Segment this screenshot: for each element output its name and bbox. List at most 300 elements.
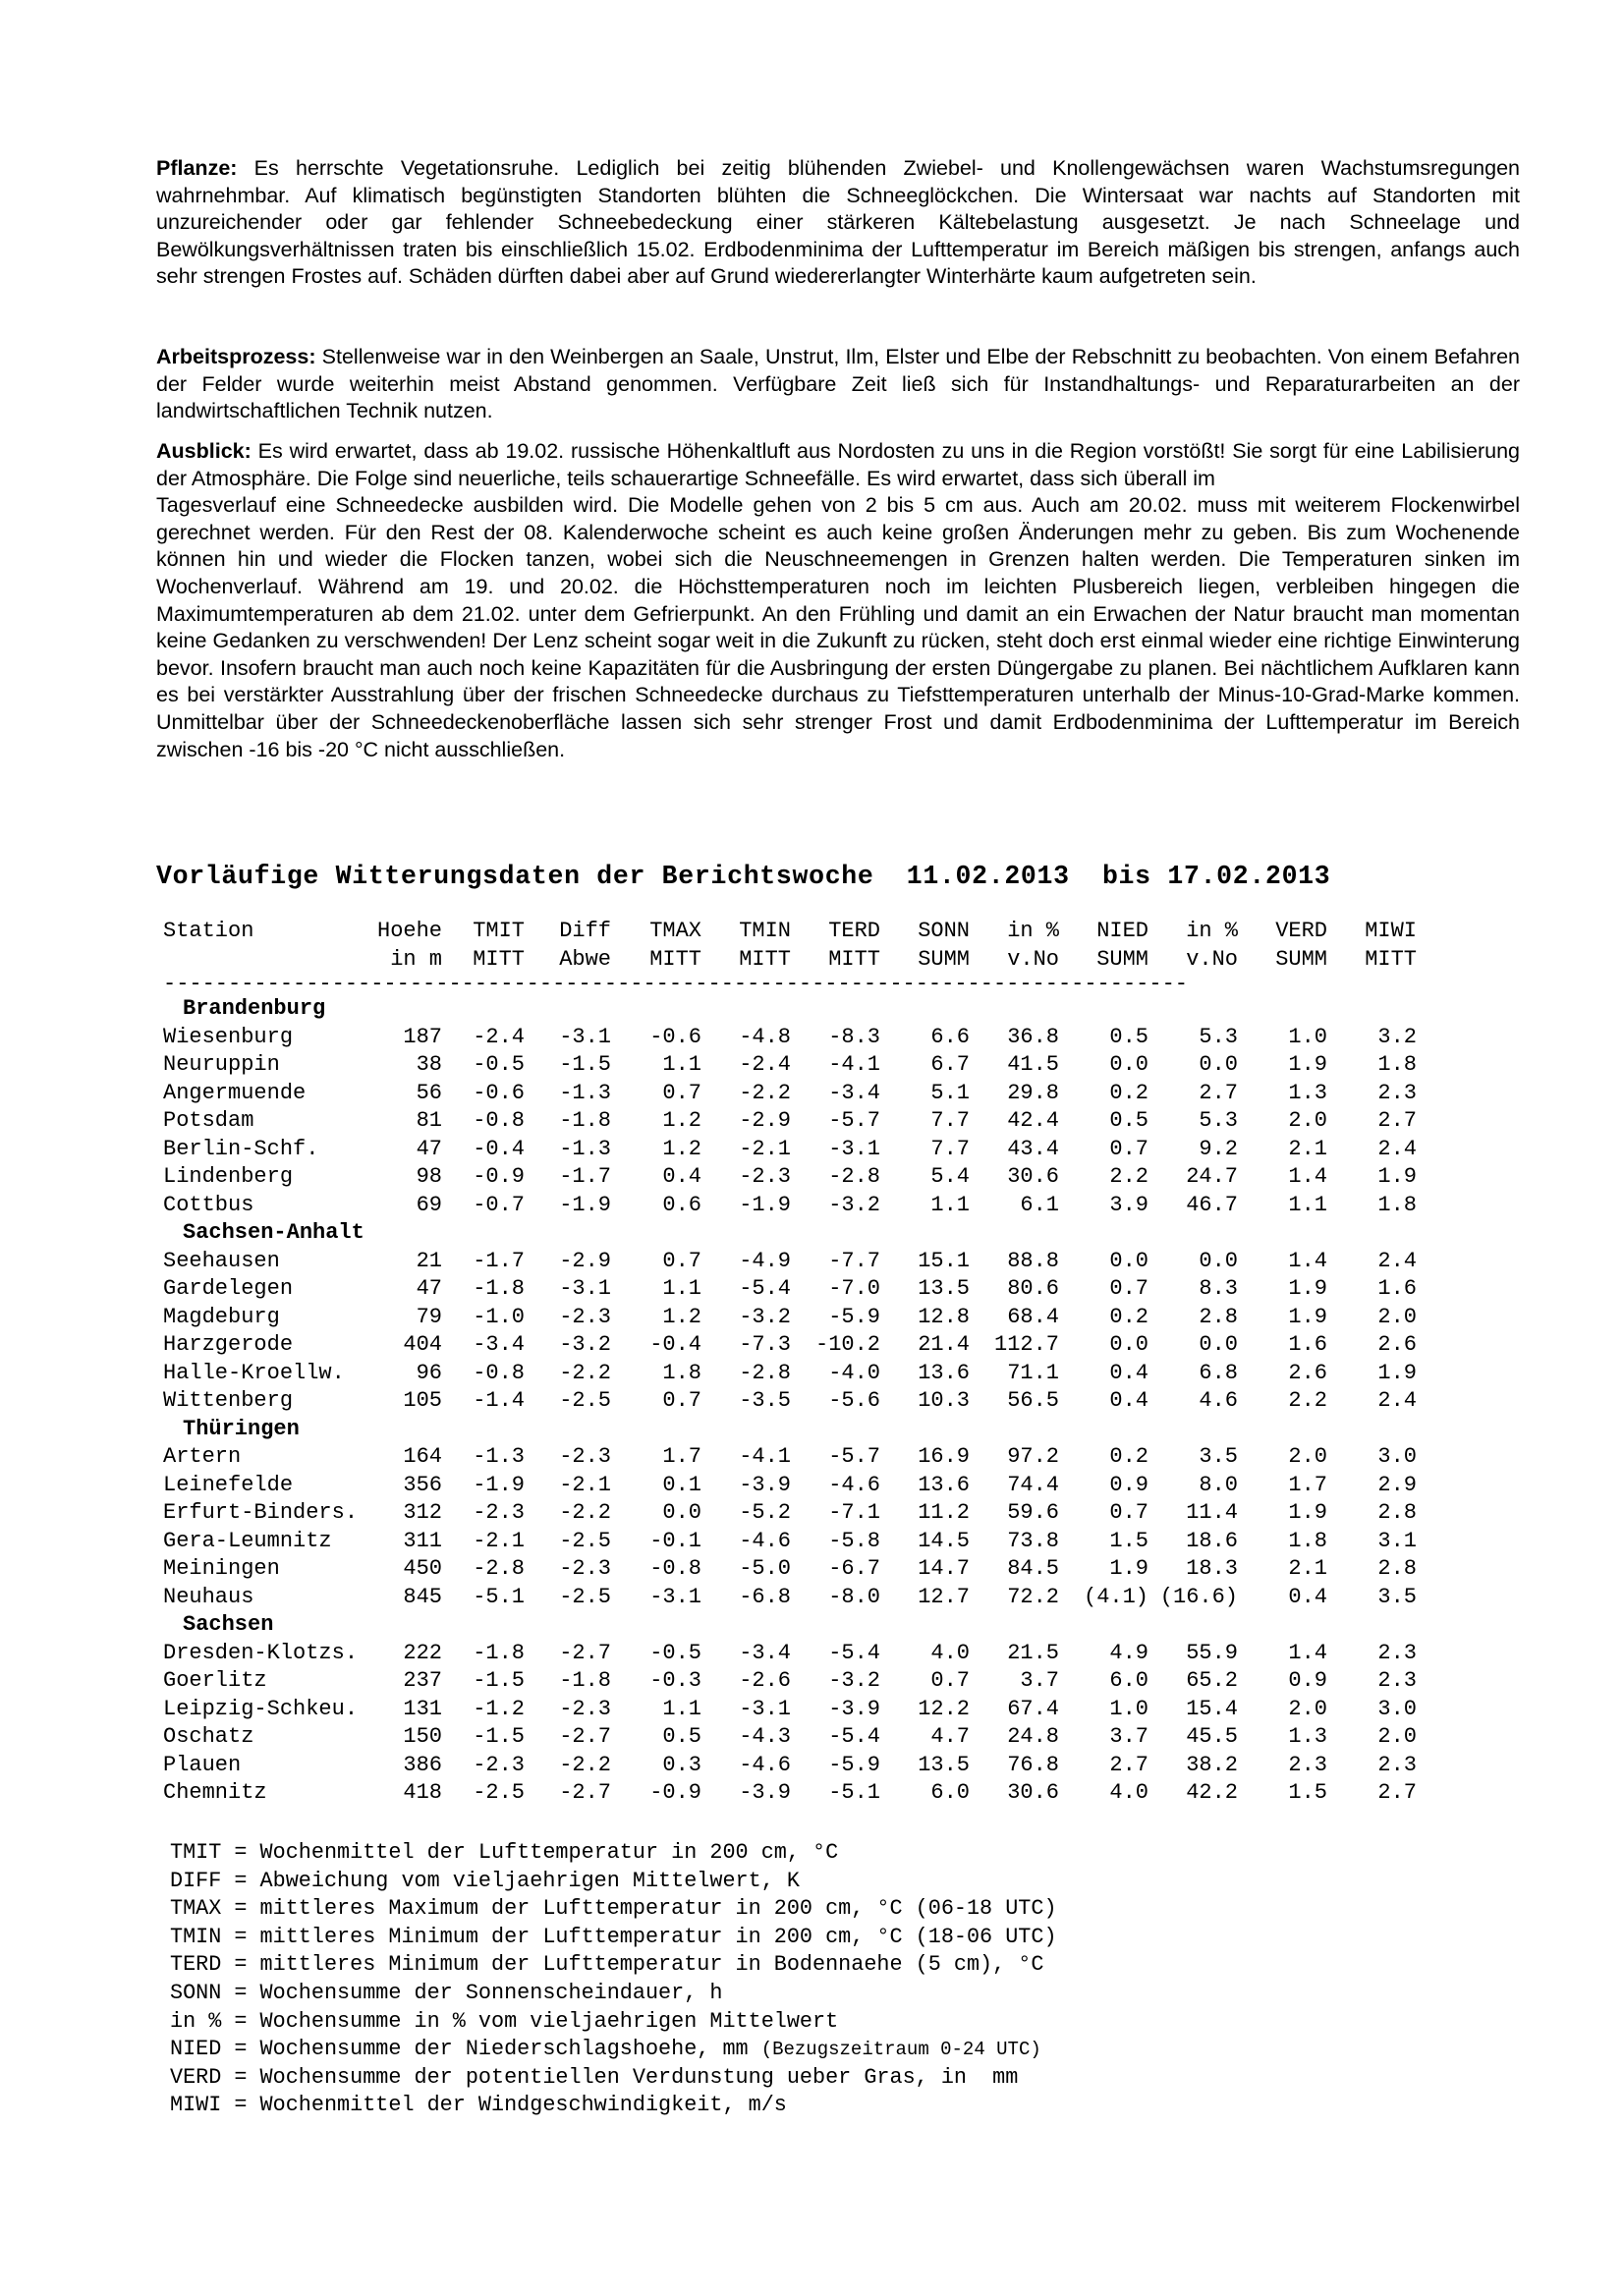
dashed-rule: ------------------------------------------------------------------------------- <box>163 974 1188 995</box>
table-cell: -1.5 <box>559 1052 612 1077</box>
table-cell: 21 <box>416 1248 443 1273</box>
table-cell: 6.6 <box>930 1024 971 1049</box>
table-cell: -3.5 <box>739 1388 792 1413</box>
table-cell: 1.7 <box>1288 1472 1328 1497</box>
table-cell: -2.1 <box>473 1528 526 1553</box>
table-cell: 0.7 <box>1109 1276 1149 1301</box>
table-cell: 38.2 <box>1186 1752 1239 1777</box>
table-cell: -2.2 <box>559 1360 612 1385</box>
table-cell: 0.7 <box>930 1668 971 1693</box>
table-row <box>163 1163 1417 1192</box>
abbreviation-legend <box>170 1839 1057 2120</box>
table-cell: -1.0 <box>473 1304 526 1329</box>
table-cell: -2.6 <box>739 1668 792 1693</box>
table-cell: 2.2 <box>1288 1388 1328 1413</box>
legend-line <box>170 1895 1057 1924</box>
table-cell: 9.2 <box>1199 1136 1239 1161</box>
table-cell: 418 <box>403 1780 443 1805</box>
table-cell: -5.1 <box>828 1780 881 1805</box>
table-cell: 46.7 <box>1186 1192 1239 1217</box>
legend-text: DIFF = Abweichung vom vieljaehrigen Mittelwert, K <box>170 1868 800 1893</box>
table-cell: 4.0 <box>1109 1780 1149 1805</box>
table-cell: 81 <box>416 1108 443 1133</box>
table-cell: (16.6) <box>1159 1584 1239 1609</box>
table-cell: 450 <box>403 1556 443 1581</box>
table-cell: 29.8 <box>1007 1080 1060 1105</box>
table-cell: 3.5 <box>1377 1584 1418 1609</box>
paragraph-ausblick <box>156 438 1520 763</box>
table-cell: MITT <box>739 946 792 972</box>
table-cell: -2.3 <box>473 1500 526 1525</box>
table-cell: -1.3 <box>559 1136 612 1161</box>
table-cell: -0.4 <box>473 1136 526 1161</box>
table-cell: -6.7 <box>828 1556 881 1581</box>
table-cell: 3.0 <box>1377 1444 1418 1469</box>
table-cell: MITT <box>828 946 881 972</box>
table-cell: 98 <box>416 1164 443 1189</box>
cell-station: Chemnitz <box>163 1780 267 1805</box>
table-cell: 14.7 <box>918 1556 971 1581</box>
table-cell: 0.1 <box>662 1472 702 1497</box>
legend-text: MIWI = Wochenmittel der Windgeschwindigkeit, m/s <box>170 2093 787 2118</box>
cell-station: Magdeburg <box>163 1304 280 1329</box>
table-cell: 0.9 <box>1288 1668 1328 1693</box>
table-cell: 2.3 <box>1377 1080 1418 1105</box>
table-cell: 3.0 <box>1377 1696 1418 1721</box>
table-cell: -2.1 <box>559 1472 612 1497</box>
table-cell: -3.1 <box>559 1024 612 1049</box>
table-row <box>163 1136 1417 1164</box>
table-cell: -2.3 <box>473 1752 526 1777</box>
table-cell: -3.9 <box>739 1780 792 1805</box>
table-cell: 80.6 <box>1007 1276 1060 1301</box>
table-cell: -2.3 <box>559 1696 612 1721</box>
table-row <box>163 1779 1417 1808</box>
region-heading: Brandenburg <box>183 996 326 1021</box>
table-cell: -1.7 <box>559 1164 612 1189</box>
table-cell: -4.6 <box>739 1752 792 1777</box>
cell-station: Halle-Kroellw. <box>163 1360 345 1385</box>
table-cell: 0.4 <box>1109 1360 1149 1385</box>
table-cell: 2.0 <box>1288 1696 1328 1721</box>
table-cell: 3.2 <box>1377 1024 1418 1049</box>
table-cell: 0.7 <box>662 1080 702 1105</box>
table-cell: -0.1 <box>649 1528 702 1553</box>
table-cell: 4.7 <box>930 1724 971 1749</box>
paragraph-text: Stellenweise war in den Weinbergen an Saale, Unstrut, Ilm, Elster und Elbe der Rebschnitt zu beobachten. Von einem Befahren der Felder wurde weiterhin meist Abstand genommen. Verfügbare Zeit ließ sich für Instandhaltungs- und Reparaturarbeiten an der landwirtschaftlichen Technik nutzen. <box>156 345 1520 423</box>
table-cell: SUMM <box>1096 946 1149 972</box>
table-cell: -2.4 <box>473 1024 526 1049</box>
table-cell: in m <box>390 946 443 972</box>
table-row <box>163 1275 1417 1304</box>
table-cell: 1.9 <box>1377 1360 1418 1385</box>
table-cell: -5.4 <box>828 1724 881 1749</box>
table-cell: 0.6 <box>662 1192 702 1217</box>
table-cell: 79 <box>416 1304 443 1329</box>
table-cell: 311 <box>403 1528 443 1553</box>
table-cell: -2.7 <box>559 1724 612 1749</box>
table-cell: 5.1 <box>930 1080 971 1105</box>
table-cell: -3.4 <box>473 1332 526 1357</box>
table-cell: 2.3 <box>1377 1640 1418 1665</box>
table-cell: 164 <box>403 1444 443 1469</box>
table-cell: 38 <box>416 1052 443 1077</box>
table-cell: v.No <box>1186 946 1239 972</box>
table-cell: 67.4 <box>1007 1696 1060 1721</box>
table-cell: -5.1 <box>473 1584 526 1609</box>
table-title: Vorläufige Witterungsdaten der Berichtswoche 11.02.2013 bis 17.02.2013 <box>156 862 1331 891</box>
table-cell: 0.4 <box>662 1164 702 1189</box>
cell-station: Dresden-Klotzs. <box>163 1640 359 1665</box>
table-cell: 0.2 <box>1109 1080 1149 1105</box>
table-cell: 1.8 <box>1377 1052 1418 1077</box>
table-cell: TMAX <box>649 919 702 943</box>
table-cell: -4.3 <box>739 1724 792 1749</box>
table-cell: 2.8 <box>1199 1304 1239 1329</box>
table-cell: 15.1 <box>918 1248 971 1273</box>
table-cell: 6.8 <box>1199 1360 1239 1385</box>
table-cell: 84.5 <box>1007 1556 1060 1581</box>
legend-text: TMIT = Wochenmittel der Lufttemperatur in 200 cm, °C <box>170 1840 839 1865</box>
table-cell: 76.8 <box>1007 1752 1060 1777</box>
table-cell: 7.7 <box>930 1136 971 1161</box>
table-row <box>163 1499 1417 1528</box>
table-cell: 16.9 <box>918 1444 971 1469</box>
cell-station: Neuruppin <box>163 1052 280 1077</box>
table-cell: Abwe <box>559 946 612 972</box>
table-cell: 1.9 <box>1288 1500 1328 1525</box>
table-cell: 2.3 <box>1288 1752 1328 1777</box>
table-cell: -8.3 <box>828 1024 881 1049</box>
table-cell: 4.6 <box>1199 1388 1239 1413</box>
table-cell: 1.8 <box>1377 1192 1418 1217</box>
table-cell: 0.0 <box>1199 1052 1239 1077</box>
table-cell: 2.0 <box>1377 1724 1418 1749</box>
table-cell: 3.9 <box>1109 1192 1149 1217</box>
table-cell: -7.0 <box>828 1276 881 1301</box>
table-cell: -5.9 <box>828 1304 881 1329</box>
table-row <box>163 1107 1417 1136</box>
table-cell: 2.6 <box>1377 1332 1418 1357</box>
table-cell: -0.4 <box>649 1332 702 1357</box>
table-cell: 4.0 <box>930 1640 971 1665</box>
table-cell: -7.1 <box>828 1500 881 1525</box>
table-cell: 2.3 <box>1377 1752 1418 1777</box>
table-cell: 73.8 <box>1007 1528 1060 1553</box>
cell-station: Neuhaus <box>163 1584 254 1609</box>
table-cell: 1.2 <box>662 1108 702 1133</box>
table-cell: 187 <box>403 1024 443 1049</box>
table-cell: in % <box>1186 919 1239 943</box>
table-cell: 11.2 <box>918 1500 971 1525</box>
table-cell: 1.9 <box>1288 1304 1328 1329</box>
table-cell: 4.9 <box>1109 1640 1149 1665</box>
cell-station: Harzgerode <box>163 1332 294 1357</box>
table-cell: -2.2 <box>559 1500 612 1525</box>
cell-station: Station <box>163 919 254 943</box>
table-cell: -1.3 <box>473 1444 526 1469</box>
table-cell: 0.0 <box>1109 1248 1149 1273</box>
table-cell: 21.5 <box>1007 1640 1060 1665</box>
table-cell: -3.1 <box>559 1276 612 1301</box>
table-cell: 1.5 <box>1109 1528 1149 1553</box>
table-cell: -0.3 <box>649 1668 702 1693</box>
table-cell: 7.7 <box>930 1108 971 1133</box>
table-cell: 2.3 <box>1377 1668 1418 1693</box>
table-cell: 0.7 <box>662 1388 702 1413</box>
cell-station: Wiesenburg <box>163 1024 294 1049</box>
cell-station: Plauen <box>163 1752 242 1777</box>
table-cell: 1.4 <box>1288 1248 1328 1273</box>
table-cell: 105 <box>403 1388 443 1413</box>
table-cell: 1.1 <box>662 1696 702 1721</box>
cell-station: Artern <box>163 1444 242 1469</box>
table-cell: 42.4 <box>1007 1108 1060 1133</box>
table-cell: 2.0 <box>1377 1304 1418 1329</box>
table-cell: 1.5 <box>1288 1780 1328 1805</box>
table-cell: 1.4 <box>1288 1164 1328 1189</box>
table-cell: 97.2 <box>1007 1444 1060 1469</box>
table-row <box>163 1723 1417 1752</box>
table-cell: -2.3 <box>559 1444 612 1469</box>
table-cell: TERD <box>828 919 881 943</box>
legend-text: SONN = Wochensumme der Sonnenscheindauer, h <box>170 1980 723 2005</box>
table-cell: 12.2 <box>918 1696 971 1721</box>
table-cell: -5.0 <box>739 1556 792 1581</box>
table-cell: 0.4 <box>1109 1388 1149 1413</box>
table-cell: 150 <box>403 1724 443 1749</box>
region-heading-row <box>163 1219 1417 1248</box>
table-cell: 0.7 <box>1109 1136 1149 1161</box>
table-cell: 96 <box>416 1360 443 1385</box>
table-cell: -2.8 <box>473 1556 526 1581</box>
table-cell: 386 <box>403 1752 443 1777</box>
table-cell: 237 <box>403 1668 443 1693</box>
paragraph-arbeitsprozess <box>156 344 1520 425</box>
table-cell: -2.8 <box>739 1360 792 1385</box>
table-cell: 21.4 <box>918 1332 971 1357</box>
table-row <box>163 1584 1417 1612</box>
table-cell: 30.6 <box>1007 1164 1060 1189</box>
table-cell: 2.4 <box>1377 1136 1418 1161</box>
table-cell: 59.6 <box>1007 1500 1060 1525</box>
cell-station: Leinefelde <box>163 1472 294 1497</box>
table-cell: -8.0 <box>828 1584 881 1609</box>
table-cell: -1.8 <box>473 1640 526 1665</box>
table-cell: 0.2 <box>1109 1444 1149 1469</box>
table-cell: -6.8 <box>739 1584 792 1609</box>
table-cell: -4.1 <box>739 1444 792 1469</box>
legend-line <box>170 1868 1057 1896</box>
table-cell: 1.8 <box>1288 1528 1328 1553</box>
table-cell: -3.9 <box>739 1472 792 1497</box>
table-cell: -4.0 <box>828 1360 881 1385</box>
table-cell: 13.5 <box>918 1276 971 1301</box>
table-row <box>163 1667 1417 1696</box>
legend-text: VERD = Wochensumme der potentiellen Verdunstung ueber Gras, in mm <box>170 2064 1019 2090</box>
table-row <box>163 1528 1417 1556</box>
table-cell: 131 <box>403 1696 443 1721</box>
table-cell: 8.3 <box>1199 1276 1239 1301</box>
table-cell: 88.8 <box>1007 1248 1060 1273</box>
table-cell: -1.3 <box>559 1080 612 1105</box>
legend-line <box>170 1839 1057 1868</box>
region-heading: Thüringen <box>183 1416 300 1441</box>
table-cell: 0.2 <box>1109 1304 1149 1329</box>
table-cell: 356 <box>403 1472 443 1497</box>
table-cell: 845 <box>403 1584 443 1609</box>
table-row <box>163 1360 1417 1388</box>
table-cell: -1.4 <box>473 1388 526 1413</box>
table-cell: -0.8 <box>473 1360 526 1385</box>
paragraph-text: Es herrschte Vegetationsruhe. Lediglich bei zeitig blühenden Zwiebel- und Knollengewächsen waren Wachstumsregungen wahrnehmbar. Auf klimatisch begünstigten Standorten blühten die Schneeglöckchen. Die Wintersaat war nachts auf Standorten mit unzureichender oder gar fehlender Schneebedeckung einer stärkeren Kältebelastung ausgesetzt. Je nach Schneelage und Bewölkungsverhältnissen traten bis einschließlich 15.02. Erdbodenminima der Lufttemperatur im Bereich mäßigen bis strengen, anfangs auch sehr strengen Frostes auf. Schäden dürften dabei aber auf Grund wiedererlangter Winterhärte kaum aufgetreten sein. <box>156 156 1520 289</box>
table-cell: 0.5 <box>1109 1024 1149 1049</box>
table-cell: 3.5 <box>1199 1444 1239 1469</box>
table-cell: -1.9 <box>739 1192 792 1217</box>
table-cell: 2.7 <box>1377 1780 1418 1805</box>
table-cell: 2.1 <box>1288 1136 1328 1161</box>
table-row <box>163 1752 1417 1780</box>
table-cell: -0.7 <box>473 1192 526 1217</box>
table-cell: 1.9 <box>1288 1052 1328 1077</box>
table-cell: -3.2 <box>739 1304 792 1329</box>
table-cell: 0.0 <box>1109 1332 1149 1357</box>
table-cell: 15.4 <box>1186 1696 1239 1721</box>
table-cell: 2.7 <box>1377 1108 1418 1133</box>
table-cell: -7.7 <box>828 1248 881 1273</box>
table-cell: -7.3 <box>739 1332 792 1357</box>
table-cell: -2.5 <box>559 1584 612 1609</box>
table-cell: -5.7 <box>828 1444 881 1469</box>
table-header-row <box>163 918 1417 946</box>
table-cell: -4.6 <box>739 1528 792 1553</box>
table-cell: -1.5 <box>473 1668 526 1693</box>
legend-line <box>170 2064 1057 2093</box>
table-cell: 1.1 <box>1288 1192 1328 1217</box>
table-cell: -3.4 <box>739 1640 792 1665</box>
region-heading: Sachsen-Anhalt <box>183 1220 364 1245</box>
cell-station: Erfurt-Binders. <box>163 1500 359 1525</box>
table-row <box>163 1387 1417 1416</box>
table-cell: 1.1 <box>662 1052 702 1077</box>
cell-station: Lindenberg <box>163 1164 294 1189</box>
cell-station: Wittenberg <box>163 1388 294 1413</box>
table-cell: 222 <box>403 1640 443 1665</box>
table-cell: 47 <box>416 1276 443 1301</box>
table-cell: Hoehe <box>377 919 443 943</box>
table-cell: -2.2 <box>559 1752 612 1777</box>
legend-note: (Bezugszeitraum 0-24 UTC) <box>760 2039 1041 2061</box>
cell-station: Oschatz <box>163 1724 254 1749</box>
table-cell: -2.7 <box>559 1640 612 1665</box>
table-cell: -0.9 <box>649 1780 702 1805</box>
table-row <box>163 1555 1417 1584</box>
table-cell: 6.7 <box>930 1052 971 1077</box>
table-cell: 18.6 <box>1186 1528 1239 1553</box>
legend-line <box>170 1951 1057 1980</box>
cell-station: Cottbus <box>163 1192 254 1217</box>
table-cell: -1.5 <box>473 1724 526 1749</box>
region-heading-row <box>163 995 1417 1024</box>
region-heading-row <box>163 1416 1417 1444</box>
table-cell: 8.0 <box>1199 1472 1239 1497</box>
table-cell: (4.1) <box>1084 1584 1149 1609</box>
table-row <box>163 1192 1417 1220</box>
table-cell: 1.9 <box>1109 1556 1149 1581</box>
table-cell: -2.3 <box>559 1304 612 1329</box>
table-cell: 2.1 <box>1288 1556 1328 1581</box>
table-cell: SONN <box>918 919 971 943</box>
table-cell: 1.4 <box>1288 1640 1328 1665</box>
paragraph-text: Es wird erwartet, dass ab 19.02. russische Höhenkaltluft aus Nordosten zu uns in die Region vorstößt! Sie sorgt für eine Labilisierung der Atmosphäre. Die Folge sind neuerliche, teils schauerartige Schneefälle. Es wird erwartet, dass sich überall im <box>156 439 1520 490</box>
table-row <box>163 1051 1417 1080</box>
table-cell: 3.7 <box>1109 1724 1149 1749</box>
table-row <box>163 1080 1417 1108</box>
table-row <box>163 1331 1417 1360</box>
table-cell: 2.8 <box>1377 1556 1418 1581</box>
table-cell: -2.3 <box>739 1164 792 1189</box>
table-cell: 41.5 <box>1007 1052 1060 1077</box>
table-cell: 14.5 <box>918 1528 971 1553</box>
table-cell: -0.5 <box>649 1640 702 1665</box>
paragraph-text: Tagesverlauf eine Schneedecke ausbilden wird. Die Modelle gehen von 2 bis 5 cm aus. Auch am 20.02. muss mit weiterem Flockenwirbel gerechnet werden. Für den Rest der 08. Kalenderwoche scheint es auch keine großen Änderungen mehr zu geben. Bis zum Wochenende können hin und wieder die Flocken tanzen, wobei sich die Neuschneemengen in Grenzen halten werden. Die Temperaturen sinken im Wochenverlauf. Während am 19. und 20.02. die Höchsttemperaturen noch im leichten Plusbereich liegen, verbleiben hingegen die Maximumtemperaturen ab dem 21.02. unter dem Gefrierpunkt. An den Frühling und damit an ein Erwachen der Natur braucht man momentan keine Gedanken zu verschwenden! Der Lenz scheint sogar weit in die Zukunft zu rücken, steht doch erst einmal wieder eine richtige Einwinterung bevor. Insofern braucht man auch noch keine Kapazitäten für die Ausbringung der ersten Düngergabe zu planen. Bei nächtlichem Aufklaren kann es bei verstärkter Ausstrahlung über der frischen Schneedecke durchaus zu Tiefsttemperaturen unterhalb der Minus-10-Grad-Marke kommen. Unmittelbar über der Schneedeckenoberfläche lassen sich sehr strenger Frost und damit Erdbodenminima der Lufttemperatur im Bereich zwischen -16 bis -20 °C nicht ausschließen. <box>156 493 1520 761</box>
table-cell: in % <box>1007 919 1060 943</box>
table-cell: 2.9 <box>1377 1472 1418 1497</box>
table-cell: 2.7 <box>1109 1752 1149 1777</box>
table-cell: 2.4 <box>1377 1248 1418 1273</box>
table-cell: 56 <box>416 1080 443 1105</box>
table-cell: 5.4 <box>930 1164 971 1189</box>
table-cell: -2.3 <box>559 1556 612 1581</box>
legend-line <box>170 2008 1057 2037</box>
table-row <box>163 1304 1417 1332</box>
table-cell: NIED <box>1096 919 1149 943</box>
table-cell: -0.5 <box>473 1052 526 1077</box>
table-cell: v.No <box>1007 946 1060 972</box>
table-cell: 1.2 <box>662 1304 702 1329</box>
legend-line <box>170 1924 1057 1952</box>
table-cell: 2.6 <box>1288 1360 1328 1385</box>
table-cell: 0.3 <box>662 1752 702 1777</box>
table-row <box>163 1248 1417 1276</box>
table-cell: 6.0 <box>930 1780 971 1805</box>
table-cell: -5.4 <box>739 1276 792 1301</box>
table-cell: 1.3 <box>1288 1724 1328 1749</box>
table-cell: 0.0 <box>1109 1052 1149 1077</box>
table-cell: -4.1 <box>828 1052 881 1077</box>
legend-line <box>170 1980 1057 2008</box>
table-row <box>163 1024 1417 1052</box>
table-cell: 12.7 <box>918 1584 971 1609</box>
table-cell: -3.1 <box>739 1696 792 1721</box>
table-cell: -4.8 <box>739 1024 792 1049</box>
table-cell: 24.7 <box>1186 1164 1239 1189</box>
table-cell: 13.6 <box>918 1472 971 1497</box>
table-cell: 36.8 <box>1007 1024 1060 1049</box>
table-cell: 1.6 <box>1288 1332 1328 1357</box>
table-cell: 13.5 <box>918 1752 971 1777</box>
table-cell: -1.2 <box>473 1696 526 1721</box>
legend-text: NIED = Wochensumme der Niederschlagshoehe, mm <box>170 2037 761 2062</box>
legend-text: TMIN = mittleres Minimum der Lufttemperatur in 200 cm, °C (18-06 UTC) <box>170 1924 1057 1949</box>
region-heading: Sachsen <box>183 1612 274 1637</box>
paragraph-pflanze <box>156 155 1520 291</box>
table-cell: 1.1 <box>662 1276 702 1301</box>
cell-station: Angermuende <box>163 1080 307 1105</box>
table-cell: -5.2 <box>739 1500 792 1525</box>
table-separator <box>163 974 1417 995</box>
table-cell: -3.4 <box>828 1080 881 1105</box>
